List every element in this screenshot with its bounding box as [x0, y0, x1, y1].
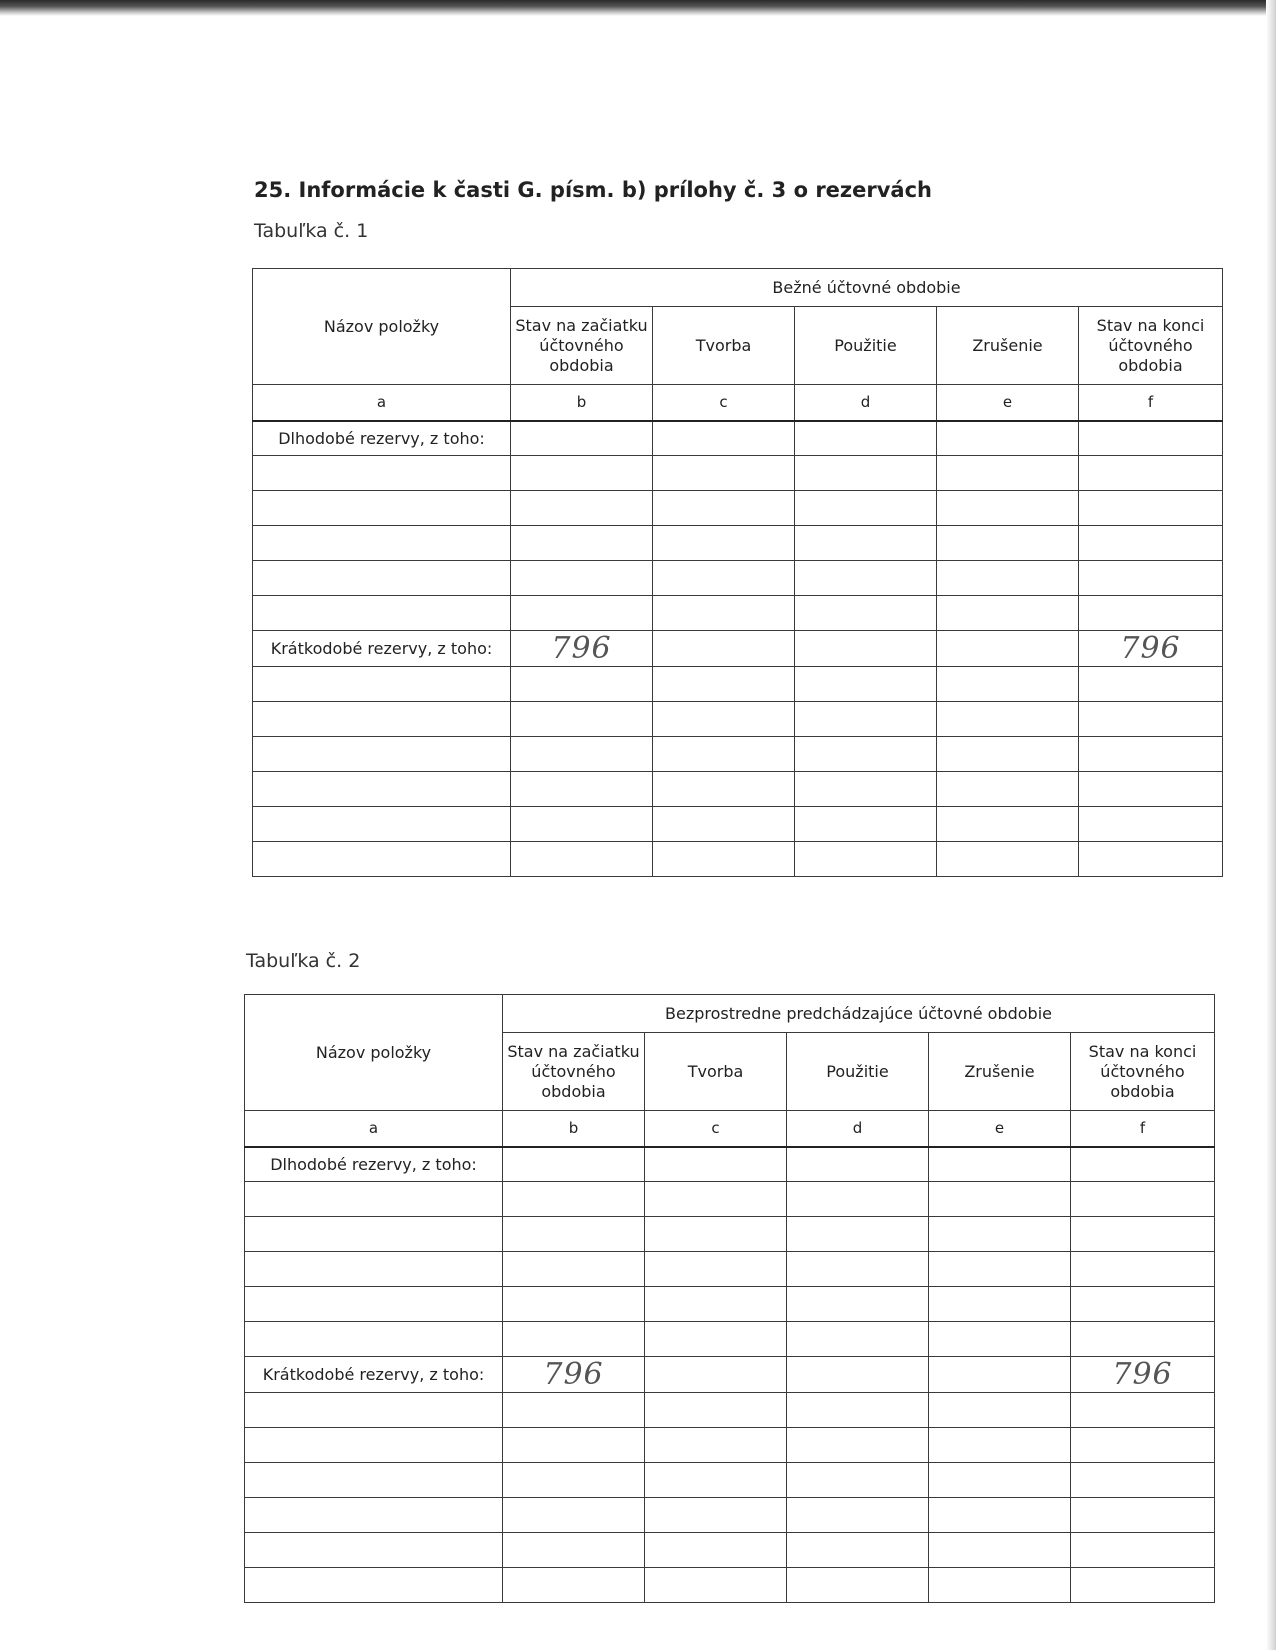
cell[interactable] — [511, 842, 653, 877]
cell[interactable] — [1079, 526, 1223, 561]
cell[interactable] — [511, 421, 653, 456]
cell[interactable] — [645, 1322, 787, 1357]
cell[interactable] — [653, 667, 795, 702]
cell[interactable] — [253, 807, 511, 842]
table-row — [253, 807, 1223, 842]
cell[interactable] — [937, 737, 1079, 772]
cell[interactable] — [787, 1287, 929, 1322]
cell[interactable] — [1079, 842, 1223, 877]
table-row — [253, 421, 1223, 456]
cell[interactable] — [245, 1182, 503, 1217]
cell[interactable] — [795, 807, 937, 842]
cell[interactable] — [511, 737, 653, 772]
cell[interactable] — [1071, 1182, 1215, 1217]
cell[interactable] — [653, 526, 795, 561]
col-header-creation: Tvorba — [645, 1033, 787, 1111]
handwritten-value: 796 — [543, 1357, 604, 1392]
cell[interactable] — [253, 842, 511, 877]
cell[interactable] — [937, 421, 1079, 456]
cell[interactable] — [787, 1322, 929, 1357]
cell[interactable] — [503, 1568, 645, 1603]
cell[interactable] — [253, 526, 511, 561]
cell[interactable] — [253, 596, 511, 631]
cell[interactable] — [245, 1498, 503, 1533]
cell[interactable] — [645, 1533, 787, 1568]
table1 — [252, 268, 1223, 877]
cell[interactable] — [787, 1463, 929, 1498]
group-header: Bezprostredne predchádzajúce účtovné obdobie — [503, 995, 1215, 1033]
col-letter: d — [795, 385, 937, 421]
cell[interactable] — [1079, 702, 1223, 737]
cell[interactable] — [929, 1182, 1071, 1217]
cell[interactable] — [937, 561, 1079, 596]
cell[interactable] — [253, 772, 511, 807]
cell[interactable] — [795, 491, 937, 526]
cell[interactable] — [795, 631, 937, 667]
cell[interactable] — [245, 1428, 503, 1463]
cell[interactable] — [645, 1357, 787, 1393]
cell[interactable] — [245, 1217, 503, 1252]
col-letter: c — [645, 1111, 787, 1147]
handwritten-value: 796 — [551, 631, 612, 666]
table2-caption: Tabuľka č. 2 — [246, 950, 361, 972]
col-letter: b — [511, 385, 653, 421]
table-row — [253, 631, 1223, 667]
cell[interactable] — [1079, 807, 1223, 842]
cell[interactable] — [795, 737, 937, 772]
table-row — [253, 491, 1223, 526]
cell[interactable] — [503, 1252, 645, 1287]
table-row — [253, 561, 1223, 596]
cell[interactable] — [511, 526, 653, 561]
cell[interactable] — [1079, 737, 1223, 772]
col-letter: b — [503, 1111, 645, 1147]
table-row — [245, 1498, 1215, 1533]
cell[interactable] — [645, 1428, 787, 1463]
table-row — [253, 702, 1223, 737]
cell[interactable] — [1071, 1498, 1215, 1533]
col-letter: e — [929, 1111, 1071, 1147]
cell[interactable] — [937, 596, 1079, 631]
col-header-start: Stav na začiatku účtovného obdobia — [511, 307, 653, 385]
cell[interactable] — [645, 1568, 787, 1603]
cell[interactable] — [1071, 1287, 1215, 1322]
cell[interactable] — [645, 1393, 787, 1428]
col-header-end: Stav na konci účtovného obdobia — [1079, 307, 1223, 385]
cell[interactable] — [1071, 1568, 1215, 1603]
cell[interactable] — [1071, 1533, 1215, 1568]
cell[interactable] — [929, 1322, 1071, 1357]
cell[interactable] — [1071, 1147, 1215, 1182]
cell[interactable] — [929, 1393, 1071, 1428]
cell[interactable] — [787, 1428, 929, 1463]
cell[interactable] — [795, 456, 937, 491]
col-letter: c — [653, 385, 795, 421]
cell[interactable] — [937, 772, 1079, 807]
cell[interactable] — [929, 1498, 1071, 1533]
table-row — [245, 1533, 1215, 1568]
col-header-usage: Použitie — [787, 1033, 929, 1111]
cell[interactable] — [253, 491, 511, 526]
cell[interactable] — [1071, 1322, 1215, 1357]
table2 — [244, 994, 1215, 1603]
cell[interactable] — [645, 1147, 787, 1182]
cell-short-term-end[interactable] — [1079, 631, 1223, 667]
cell[interactable] — [511, 807, 653, 842]
row-label-short-term: Krátkodobé rezervy, z toho: — [245, 1357, 503, 1393]
cell[interactable] — [645, 1463, 787, 1498]
table-row — [245, 1393, 1215, 1428]
cell[interactable] — [937, 807, 1079, 842]
cell-short-term-start[interactable] — [511, 631, 653, 667]
scan-edge-right — [1266, 0, 1276, 1650]
table-row — [245, 1217, 1215, 1252]
cell[interactable] — [511, 772, 653, 807]
cell[interactable] — [787, 1252, 929, 1287]
col-letter: d — [787, 1111, 929, 1147]
cell[interactable] — [787, 1498, 929, 1533]
cell[interactable] — [929, 1463, 1071, 1498]
cell[interactable] — [787, 1357, 929, 1393]
cell[interactable] — [253, 561, 511, 596]
handwritten-value: 796 — [1120, 631, 1181, 666]
col-header-end: Stav na konci účtovného obdobia — [1071, 1033, 1215, 1111]
cell[interactable] — [253, 667, 511, 702]
col-header-usage: Použitie — [795, 307, 937, 385]
cell[interactable] — [787, 1147, 929, 1182]
cell[interactable] — [795, 596, 937, 631]
cell[interactable] — [795, 421, 937, 456]
cell[interactable] — [503, 1322, 645, 1357]
cell[interactable] — [787, 1533, 929, 1568]
cell[interactable] — [929, 1287, 1071, 1322]
cell[interactable] — [653, 772, 795, 807]
cell[interactable] — [503, 1533, 645, 1568]
col-header-cancellation: Zrušenie — [929, 1033, 1071, 1111]
cell-short-term-start[interactable] — [503, 1357, 645, 1393]
cell[interactable] — [1079, 456, 1223, 491]
cell[interactable] — [1071, 1252, 1215, 1287]
cell[interactable] — [653, 421, 795, 456]
cell[interactable] — [245, 1568, 503, 1603]
cell[interactable] — [787, 1393, 929, 1428]
cell[interactable] — [511, 561, 653, 596]
scan-edge-top — [0, 0, 1276, 16]
table-row — [253, 526, 1223, 561]
cell[interactable] — [503, 1287, 645, 1322]
cell[interactable] — [795, 667, 937, 702]
col-header-name: Názov položky — [253, 269, 511, 385]
cell[interactable] — [1071, 1393, 1215, 1428]
cell-short-term-end[interactable] — [1071, 1357, 1215, 1393]
col-letter: f — [1071, 1111, 1215, 1147]
table-row — [253, 842, 1223, 877]
cell[interactable] — [511, 702, 653, 737]
cell[interactable] — [1079, 491, 1223, 526]
handwritten-value: 796 — [1112, 1357, 1173, 1392]
cell[interactable] — [937, 491, 1079, 526]
cell[interactable] — [653, 807, 795, 842]
cell[interactable] — [937, 842, 1079, 877]
cell[interactable] — [653, 596, 795, 631]
cell[interactable] — [653, 491, 795, 526]
col-header-cancellation: Zrušenie — [937, 307, 1079, 385]
row-label-long-term: Dlhodobé rezervy, z toho: — [245, 1147, 503, 1182]
col-letter: e — [937, 385, 1079, 421]
cell[interactable] — [1079, 596, 1223, 631]
cell[interactable] — [795, 561, 937, 596]
col-header-name: Názov položky — [245, 995, 503, 1111]
cell[interactable] — [1079, 561, 1223, 596]
cell[interactable] — [511, 491, 653, 526]
table-row — [245, 1147, 1215, 1182]
cell[interactable] — [245, 1252, 503, 1287]
col-letter: a — [245, 1111, 503, 1147]
table-row — [245, 1287, 1215, 1322]
cell[interactable] — [653, 702, 795, 737]
cell[interactable] — [929, 1428, 1071, 1463]
table-row — [245, 1252, 1215, 1287]
table-row — [245, 1357, 1215, 1393]
cell[interactable] — [929, 1568, 1071, 1603]
cell[interactable] — [1071, 1428, 1215, 1463]
cell[interactable] — [929, 1217, 1071, 1252]
cell[interactable] — [253, 737, 511, 772]
cell[interactable] — [1071, 1217, 1215, 1252]
cell[interactable] — [787, 1217, 929, 1252]
cell[interactable] — [645, 1498, 787, 1533]
cell[interactable] — [929, 1533, 1071, 1568]
cell[interactable] — [511, 667, 653, 702]
cell[interactable] — [503, 1498, 645, 1533]
table-row — [245, 1463, 1215, 1498]
cell[interactable] — [937, 667, 1079, 702]
row-label-long-term: Dlhodobé rezervy, z toho: — [253, 421, 511, 456]
table-row — [253, 667, 1223, 702]
cell[interactable] — [937, 631, 1079, 667]
cell[interactable] — [245, 1533, 503, 1568]
cell[interactable] — [253, 456, 511, 491]
table-row — [245, 1182, 1215, 1217]
table-row — [245, 1322, 1215, 1357]
cell[interactable] — [245, 1322, 503, 1357]
cell[interactable] — [511, 596, 653, 631]
cell[interactable] — [653, 561, 795, 596]
col-header-start: Stav na začiatku účtovného obdobia — [503, 1033, 645, 1111]
cell[interactable] — [645, 1182, 787, 1217]
cell[interactable] — [653, 842, 795, 877]
cell[interactable] — [653, 456, 795, 491]
cell[interactable] — [929, 1147, 1071, 1182]
cell[interactable] — [795, 842, 937, 877]
cell[interactable] — [503, 1393, 645, 1428]
cell[interactable] — [937, 702, 1079, 737]
cell[interactable] — [503, 1182, 645, 1217]
cell[interactable] — [503, 1463, 645, 1498]
cell[interactable] — [503, 1428, 645, 1463]
table-row — [253, 772, 1223, 807]
group-header: Bežné účtovné obdobie — [511, 269, 1223, 307]
cell[interactable] — [645, 1252, 787, 1287]
cell[interactable] — [503, 1147, 645, 1182]
cell[interactable] — [1071, 1463, 1215, 1498]
cell[interactable] — [929, 1357, 1071, 1393]
cell[interactable] — [1079, 421, 1223, 456]
cell[interactable] — [787, 1182, 929, 1217]
cell[interactable] — [645, 1217, 787, 1252]
cell[interactable] — [1079, 667, 1223, 702]
cell[interactable] — [787, 1568, 929, 1603]
cell[interactable] — [937, 526, 1079, 561]
cell[interactable] — [645, 1287, 787, 1322]
table-row — [245, 1428, 1215, 1463]
table-row — [245, 1568, 1215, 1603]
cell[interactable] — [653, 737, 795, 772]
cell[interactable] — [245, 1463, 503, 1498]
table-row — [253, 596, 1223, 631]
table-row — [253, 456, 1223, 491]
table1-caption: Tabuľka č. 1 — [254, 220, 369, 242]
cell[interactable] — [653, 631, 795, 667]
col-letter: a — [253, 385, 511, 421]
cell[interactable] — [795, 702, 937, 737]
section-heading: 25. Informácie k časti G. písm. b) prílohy č. 3 o rezervách — [254, 178, 932, 202]
table-row — [253, 737, 1223, 772]
col-letter: f — [1079, 385, 1223, 421]
cell[interactable] — [937, 456, 1079, 491]
col-header-creation: Tvorba — [653, 307, 795, 385]
row-label-short-term: Krátkodobé rezervy, z toho: — [253, 631, 511, 667]
cell[interactable] — [511, 456, 653, 491]
cell[interactable] — [245, 1393, 503, 1428]
cell[interactable] — [245, 1287, 503, 1322]
cell[interactable] — [795, 526, 937, 561]
cell[interactable] — [1079, 772, 1223, 807]
cell[interactable] — [795, 772, 937, 807]
cell[interactable] — [253, 702, 511, 737]
cell[interactable] — [503, 1217, 645, 1252]
cell[interactable] — [929, 1252, 1071, 1287]
